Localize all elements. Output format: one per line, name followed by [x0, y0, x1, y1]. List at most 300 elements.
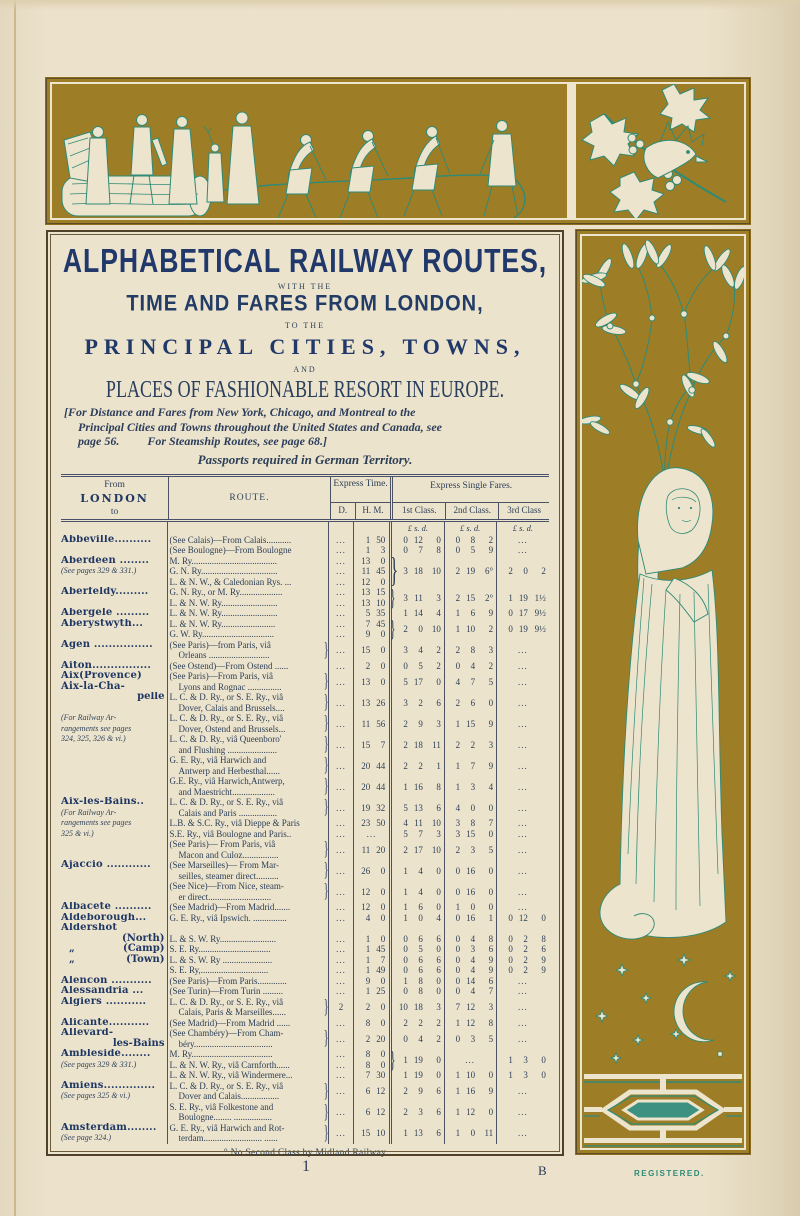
hmp: 1	[365, 933, 371, 944]
fp: 0	[403, 1033, 408, 1044]
vcell	[329, 1123, 353, 1144]
vcell	[329, 1018, 353, 1029]
circle	[687, 151, 690, 154]
dots: ...	[336, 912, 346, 923]
hmp: 26	[376, 697, 386, 708]
c	[329, 556, 354, 588]
hmp: 45	[376, 944, 386, 955]
c	[61, 1070, 167, 1081]
c	[354, 976, 392, 987]
table-row	[61, 551, 549, 590]
fp: 1	[508, 1070, 513, 1081]
fp: 0	[436, 975, 441, 986]
c	[445, 986, 497, 997]
pl: Albacete ..........	[61, 902, 152, 912]
sharedblk	[445, 587, 496, 608]
dots: ...	[336, 618, 346, 629]
c	[167, 1070, 329, 1081]
vcell	[329, 587, 353, 598]
g	[633, 1035, 643, 1045]
re	[168, 986, 328, 997]
fp: 3	[470, 1033, 476, 1044]
vcell	[329, 545, 353, 556]
rbrace: }	[323, 1100, 329, 1123]
fp: 1	[455, 1107, 461, 1117]
fcell	[392, 776, 443, 797]
sharedblk	[390, 1046, 443, 1072]
re	[168, 587, 328, 598]
re	[168, 829, 328, 840]
rbrace: }	[323, 754, 329, 776]
rl: G. W. Ry................................	[169, 629, 275, 639]
hmp: 0	[380, 576, 386, 587]
fp: 2	[455, 566, 461, 577]
fp: 12	[466, 1107, 476, 1117]
path	[641, 993, 651, 1003]
fp: 0	[403, 534, 408, 545]
woman-with-mistletoe-illustration	[580, 234, 746, 1150]
c	[329, 1070, 354, 1081]
re	[168, 619, 328, 630]
c	[167, 976, 329, 987]
fcell	[497, 1123, 549, 1144]
hmcell	[354, 923, 389, 934]
c	[392, 640, 444, 661]
hmp: 7	[365, 1070, 371, 1081]
fcell	[497, 734, 549, 755]
fp: 19	[413, 1054, 423, 1065]
rl: S. E. Ry................................	[169, 944, 271, 954]
dots: ...	[518, 545, 528, 556]
path	[152, 138, 167, 166]
c	[497, 913, 549, 924]
c	[445, 671, 497, 692]
hmcell	[354, 598, 389, 609]
hmcell	[354, 1102, 389, 1123]
hmp: 12	[361, 576, 371, 587]
fp: 2	[523, 944, 528, 955]
c	[392, 1018, 444, 1029]
hmp: 1	[365, 944, 371, 955]
circle	[678, 507, 680, 509]
table-row	[61, 913, 549, 924]
dots: ...	[336, 954, 346, 965]
pl: 324, 325, 326 & vi.)	[61, 734, 126, 743]
c	[497, 671, 549, 692]
fp: 4	[470, 954, 476, 965]
c	[445, 976, 497, 987]
rl: L. & N. W., & Caledonian Rys. ...	[169, 576, 292, 587]
c	[392, 902, 444, 913]
fp: 2	[455, 844, 461, 855]
hmp: 0	[380, 676, 386, 687]
fcell	[445, 913, 496, 924]
c	[354, 1070, 392, 1081]
vcell	[329, 986, 353, 997]
c	[329, 535, 354, 556]
side-panel-illustration	[576, 230, 750, 1154]
rbrace: }	[323, 713, 329, 734]
dots: ...	[518, 828, 528, 839]
vcell	[329, 829, 353, 840]
c	[329, 608, 354, 619]
fp: 1	[403, 1054, 408, 1065]
hmp: 15	[361, 739, 371, 750]
path	[725, 971, 735, 981]
fcell	[445, 1018, 496, 1029]
hfares: Express Single Fares.	[430, 480, 513, 491]
dots: ...	[336, 865, 346, 876]
fp: 4	[418, 886, 423, 897]
c	[61, 860, 167, 902]
c	[329, 997, 354, 1018]
fp: 17	[413, 676, 423, 687]
span: For Steamship Routes, see page 68.]	[147, 434, 327, 448]
fp: 0	[455, 865, 461, 876]
rl: (See Calais)—From Calais...........	[169, 534, 292, 545]
rbrace: }	[323, 1122, 329, 1144]
fp: 2	[418, 760, 423, 771]
hmcell	[354, 566, 389, 577]
fp: 0	[436, 902, 441, 913]
fp: 10	[431, 818, 441, 829]
lsd: £ s. d.	[445, 522, 497, 535]
fp: 5	[418, 660, 423, 671]
fp: 0	[403, 954, 408, 965]
hmcell	[354, 619, 389, 630]
fcell	[392, 955, 443, 966]
hmp: 9	[365, 975, 371, 986]
hmcell	[354, 839, 389, 860]
hmcell	[354, 1070, 389, 1081]
c	[61, 1049, 167, 1070]
re	[168, 965, 328, 976]
fcell	[497, 797, 549, 818]
c	[61, 1018, 167, 1029]
c	[390, 615, 444, 642]
sharedblk	[390, 551, 443, 590]
fp: 0	[455, 886, 461, 897]
re	[168, 944, 328, 955]
path	[616, 964, 628, 976]
fp: 8	[470, 534, 476, 545]
c	[497, 860, 549, 902]
fp: 5	[403, 676, 408, 687]
vcell	[329, 797, 353, 818]
c	[497, 619, 549, 640]
fp: 15	[466, 592, 476, 603]
fp: 0	[418, 624, 423, 634]
g	[641, 993, 651, 1003]
dots: ...	[518, 676, 528, 687]
fp: 6	[436, 954, 441, 965]
pl: Aix-les-Bains..	[61, 797, 145, 807]
fcell	[497, 713, 549, 734]
hmcell	[354, 955, 389, 966]
hmp: 0	[380, 975, 386, 986]
c	[354, 1018, 392, 1029]
fp: 9	[418, 718, 423, 729]
hmp: 11	[361, 718, 371, 729]
fp: 9½	[534, 608, 546, 619]
fcell	[392, 934, 443, 945]
fp: 2	[436, 660, 441, 671]
fp: 5	[403, 802, 408, 813]
fp: 6	[418, 954, 423, 965]
c	[354, 608, 392, 619]
path	[227, 126, 259, 204]
rl: G.E. Ry., viâ Harwich,Antwerp,	[169, 776, 285, 786]
fp: 1	[403, 1128, 408, 1138]
re	[168, 734, 328, 755]
fp: 9	[541, 954, 546, 965]
pl: Aberdeen ........	[61, 555, 150, 566]
c	[497, 976, 549, 987]
pl: Alencon ...........	[61, 975, 152, 986]
path	[610, 172, 664, 220]
fcell	[445, 965, 496, 976]
fp: 0	[436, 676, 441, 687]
c	[392, 713, 444, 797]
c	[61, 902, 167, 913]
fcell	[445, 755, 496, 776]
c	[329, 692, 354, 713]
fcell	[445, 734, 496, 755]
fp: 10	[431, 624, 441, 634]
hmp: 50	[376, 534, 386, 545]
vcell	[329, 692, 353, 713]
fcell	[392, 734, 443, 755]
c	[167, 556, 329, 588]
c	[392, 797, 444, 860]
hmp: 23	[361, 818, 371, 829]
vcell	[329, 577, 353, 588]
dots: ...	[336, 1070, 346, 1081]
fp: 0	[541, 912, 546, 923]
vcell	[329, 1049, 353, 1060]
table-footnote: ° No Second Class by Midland Railway	[223, 1147, 387, 1158]
hmp: 15	[361, 1128, 371, 1138]
rl: and Maestricht...................	[178, 786, 275, 797]
fp: 3	[488, 1002, 494, 1012]
fp: 2	[470, 739, 476, 750]
c	[445, 997, 497, 1018]
hmcell	[354, 535, 389, 546]
hmp: 4	[365, 912, 371, 923]
table-row	[61, 902, 549, 913]
fp: 0	[403, 545, 408, 556]
dots: ...	[518, 886, 528, 897]
fp: 19	[466, 566, 476, 577]
hmcell	[354, 776, 389, 797]
fcell	[445, 692, 496, 713]
fcell	[445, 860, 496, 881]
g	[340, 131, 388, 219]
rl: (See Turin)—From Turin .........	[169, 986, 283, 996]
rl: S. E. Ry,..............................	[169, 965, 269, 975]
fp: 1	[403, 608, 408, 619]
sharedblk	[497, 556, 549, 588]
rl: (See Paris)—from Paris, viâ	[169, 639, 271, 650]
fp: 5	[488, 676, 494, 687]
re	[168, 661, 328, 672]
hmp: 13	[361, 676, 371, 687]
fcell	[392, 640, 443, 661]
fcell	[497, 661, 549, 672]
c	[61, 1028, 167, 1049]
vcell	[329, 881, 353, 902]
hmcell	[354, 629, 389, 640]
fcell	[445, 934, 496, 945]
path	[86, 138, 110, 204]
hmp: 3	[380, 545, 386, 556]
fp: 0	[403, 986, 408, 997]
hmcell	[354, 997, 389, 1018]
fcell	[445, 829, 496, 840]
rl: Dover, Ostend and Brussels...	[178, 723, 286, 734]
vcell	[329, 860, 353, 881]
rl: L. & S. W. Ry ......................	[169, 954, 273, 965]
fcell	[392, 986, 443, 997]
fp: 3	[403, 697, 408, 708]
fp: 8	[470, 645, 476, 655]
pl: Algiers ...........	[61, 996, 147, 1007]
dots: ...	[336, 975, 346, 986]
fp: 5	[403, 828, 408, 839]
rl: G. E. Ry., viâ Ipswich. ...............	[169, 912, 287, 923]
header-express-time	[331, 477, 394, 519]
c	[445, 713, 497, 797]
gbrace: }	[390, 615, 396, 642]
sharedblk	[390, 584, 443, 610]
path	[633, 1035, 643, 1045]
fp: 5	[488, 844, 494, 855]
circle	[723, 333, 729, 339]
fp: 2	[436, 1033, 441, 1044]
rl: S. E. Ry., viâ Folkestone and	[169, 1101, 274, 1112]
hmp: 35	[376, 608, 386, 619]
rl: (See Paris)—From Paris.............	[169, 975, 287, 986]
fp: 0	[436, 986, 441, 997]
rbrace: }	[323, 692, 329, 713]
fcell	[445, 1028, 496, 1049]
hmp: 12	[376, 1107, 386, 1117]
fp: 4	[436, 912, 441, 923]
fp: 9	[488, 965, 494, 976]
gbrace: }	[390, 584, 396, 610]
fcell	[497, 976, 549, 987]
c	[497, 556, 549, 588]
vcell	[329, 965, 353, 976]
c	[354, 1123, 392, 1144]
hsub	[393, 502, 549, 519]
fp: 9	[488, 545, 494, 556]
c	[354, 1049, 392, 1070]
hmcell	[354, 976, 389, 987]
fp: 12	[413, 534, 423, 545]
table-row	[61, 640, 549, 661]
rl: and Flushing ......................	[178, 744, 277, 755]
dots: ...	[366, 828, 377, 839]
hmp: 0	[380, 660, 386, 671]
ellipse	[702, 244, 718, 271]
hmp: 1	[365, 534, 371, 545]
pl: 325 & vi.)	[61, 828, 94, 838]
fp: 6	[418, 965, 423, 976]
fp: 12	[466, 1002, 476, 1012]
fp: 5	[418, 944, 423, 955]
fp: 1	[403, 781, 408, 792]
rect	[724, 1107, 742, 1112]
fp: 3	[455, 828, 461, 839]
fp: 1	[488, 912, 494, 923]
c	[445, 692, 497, 713]
table-row	[61, 615, 549, 642]
table-row	[61, 1070, 549, 1081]
printer-signature: B	[538, 1163, 547, 1178]
path	[484, 186, 518, 216]
circle	[649, 315, 655, 321]
fp: 2	[418, 1017, 423, 1028]
pl: Aldershot	[61, 923, 118, 933]
rbrace: }	[323, 860, 329, 881]
fcell	[445, 1102, 496, 1123]
fcell	[497, 965, 549, 976]
fp: 8	[436, 545, 441, 556]
path	[404, 190, 442, 216]
fp: 0	[523, 566, 528, 577]
c	[392, 692, 444, 713]
sharedblk	[497, 587, 549, 608]
rbrace: }	[323, 639, 329, 661]
hmcell	[354, 545, 389, 556]
bracket-note	[48, 402, 562, 449]
c	[392, 1081, 444, 1123]
hmcell	[354, 692, 389, 713]
fcell	[497, 535, 549, 546]
path	[678, 954, 690, 966]
vcell	[329, 1070, 353, 1081]
fp: 2	[523, 965, 528, 976]
vcell	[329, 1060, 353, 1071]
c	[497, 535, 549, 556]
c	[392, 986, 444, 997]
pl: Aix-la-Cha-	[61, 680, 125, 692]
hmp: 15	[376, 587, 386, 598]
ellipse	[620, 242, 636, 269]
re	[168, 976, 328, 987]
c	[61, 986, 167, 997]
hmp: 0	[380, 886, 386, 897]
fp: 9	[541, 965, 546, 976]
rl: L. C. & D. Ry., viâ Queenboro'	[169, 734, 282, 744]
hmcell	[354, 671, 389, 692]
c	[497, 587, 549, 608]
pl: Agen ................	[61, 639, 153, 650]
rl: L.B. & S.C. Ry., viâ Dieppe & Paris	[169, 818, 300, 828]
c	[354, 640, 392, 661]
hmp: 0	[380, 645, 386, 655]
fp: 0	[455, 660, 461, 671]
hmp: 6	[365, 1086, 371, 1096]
fcell	[392, 608, 443, 619]
c	[497, 1018, 549, 1029]
table-row	[61, 1123, 549, 1144]
c	[329, 902, 354, 913]
fcell	[497, 1102, 549, 1123]
pl: Aiton................	[61, 660, 152, 671]
vcell	[329, 713, 353, 734]
